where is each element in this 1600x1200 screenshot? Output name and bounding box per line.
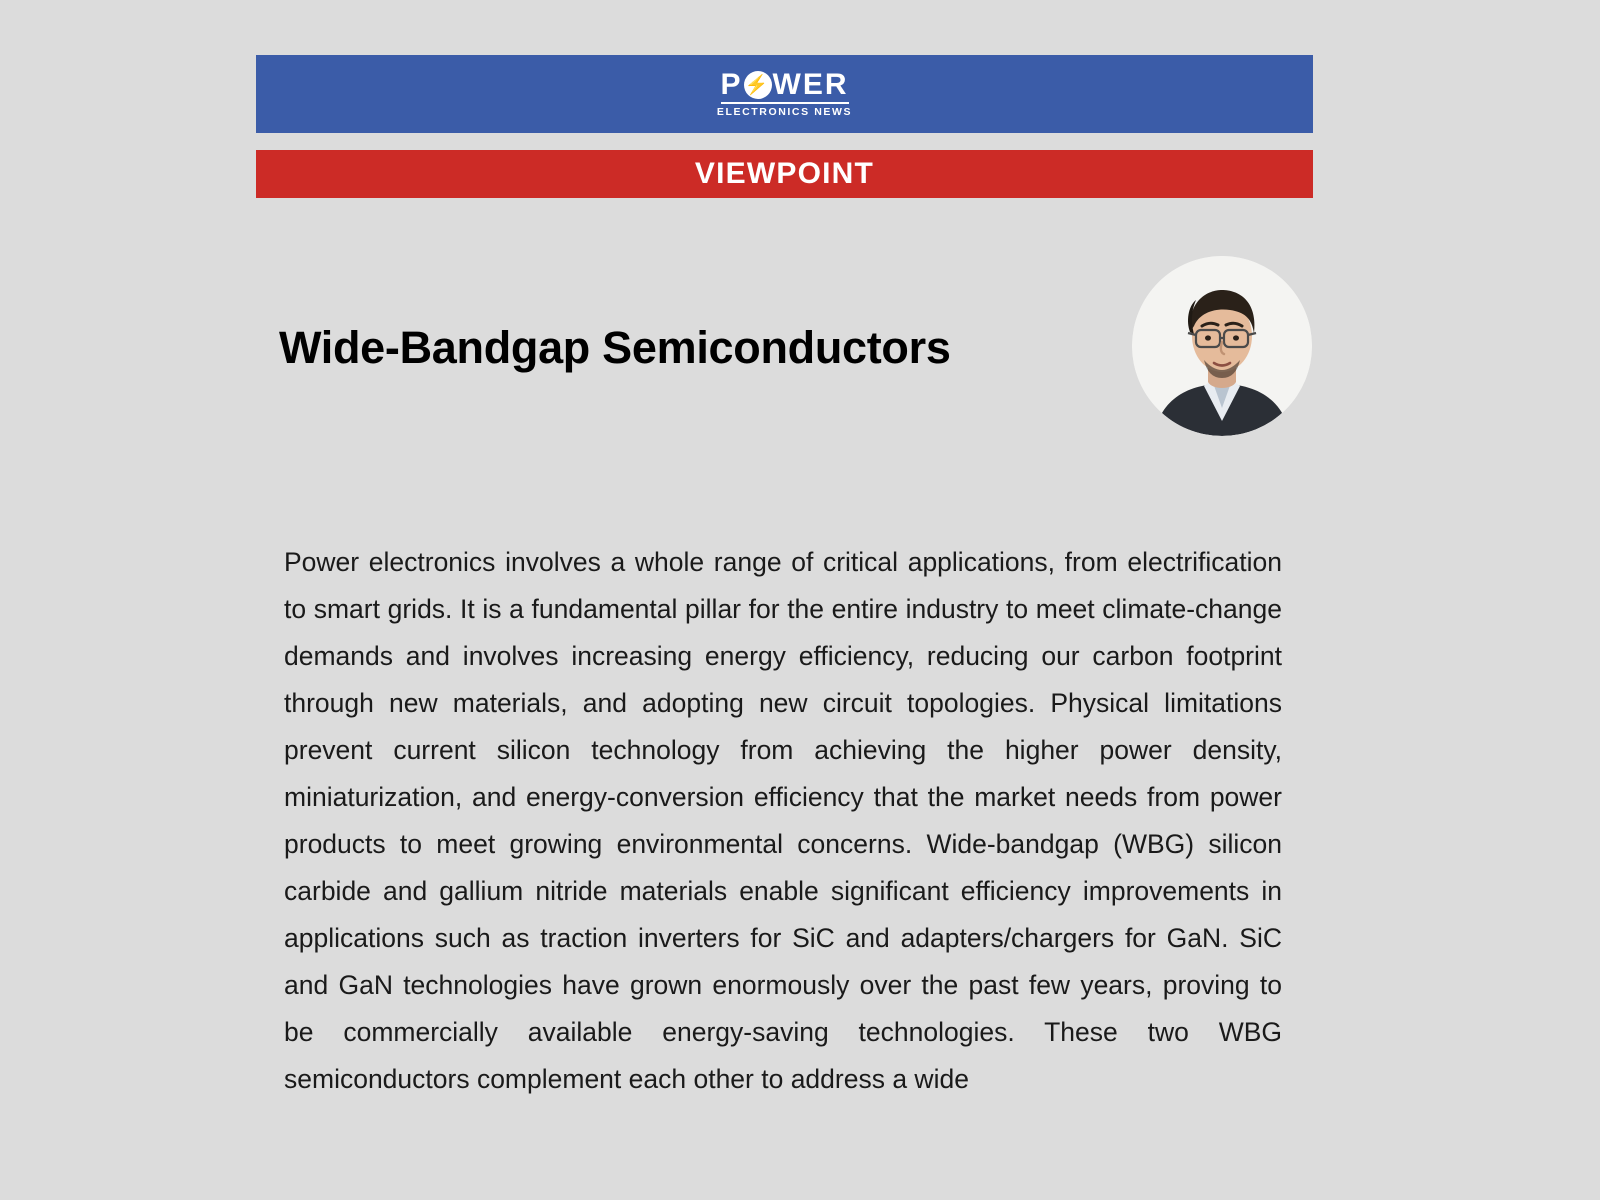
logo-divider [721, 102, 849, 104]
page-title: Wide-Bandgap Semiconductors [279, 322, 951, 374]
logo-wordmark [720, 70, 848, 100]
masthead-banner [256, 55, 1313, 133]
article-body-text: Power electronics involves a whole range of critical applications, from electrification to smart grids. It is a fundamental pillar for the entire industry to meet climate-change demands and involves increasing energy efficiency, reducing our carbon footprint through new materials, and adopting new circuit topologies. Physical limitations prevent current silicon technology from achieving the higher power density, miniaturization, and energy-conversion efficiency that the market needs from power products to meet growing environmental concerns. Wide-bandgap (WBG) silicon carbide and gallium nitride materials enable significant efficiency improvements in applications such as traction inverters for SiC and adapters/chargers for GaN. SiC and GaN technologies have grown enormously over the past few years, proving to be commercially available energy-saving technologies. These two WBG semiconductors complement each other to address a wide [284, 546, 1282, 1094]
avatar [1132, 256, 1312, 436]
logo-tagline: ELECTRONICS NEWS [716, 106, 853, 119]
logo-letters-wer: WER [772, 68, 849, 102]
power-electronics-news-logo [717, 70, 852, 118]
logo-letter-p: P [720, 68, 743, 102]
section-bar-label: VIEWPOINT [694, 157, 875, 190]
lightning-bolt-icon: ⚡ [744, 71, 772, 99]
author-portrait-image [1132, 256, 1312, 436]
section-bar-viewpoint [256, 150, 1313, 198]
